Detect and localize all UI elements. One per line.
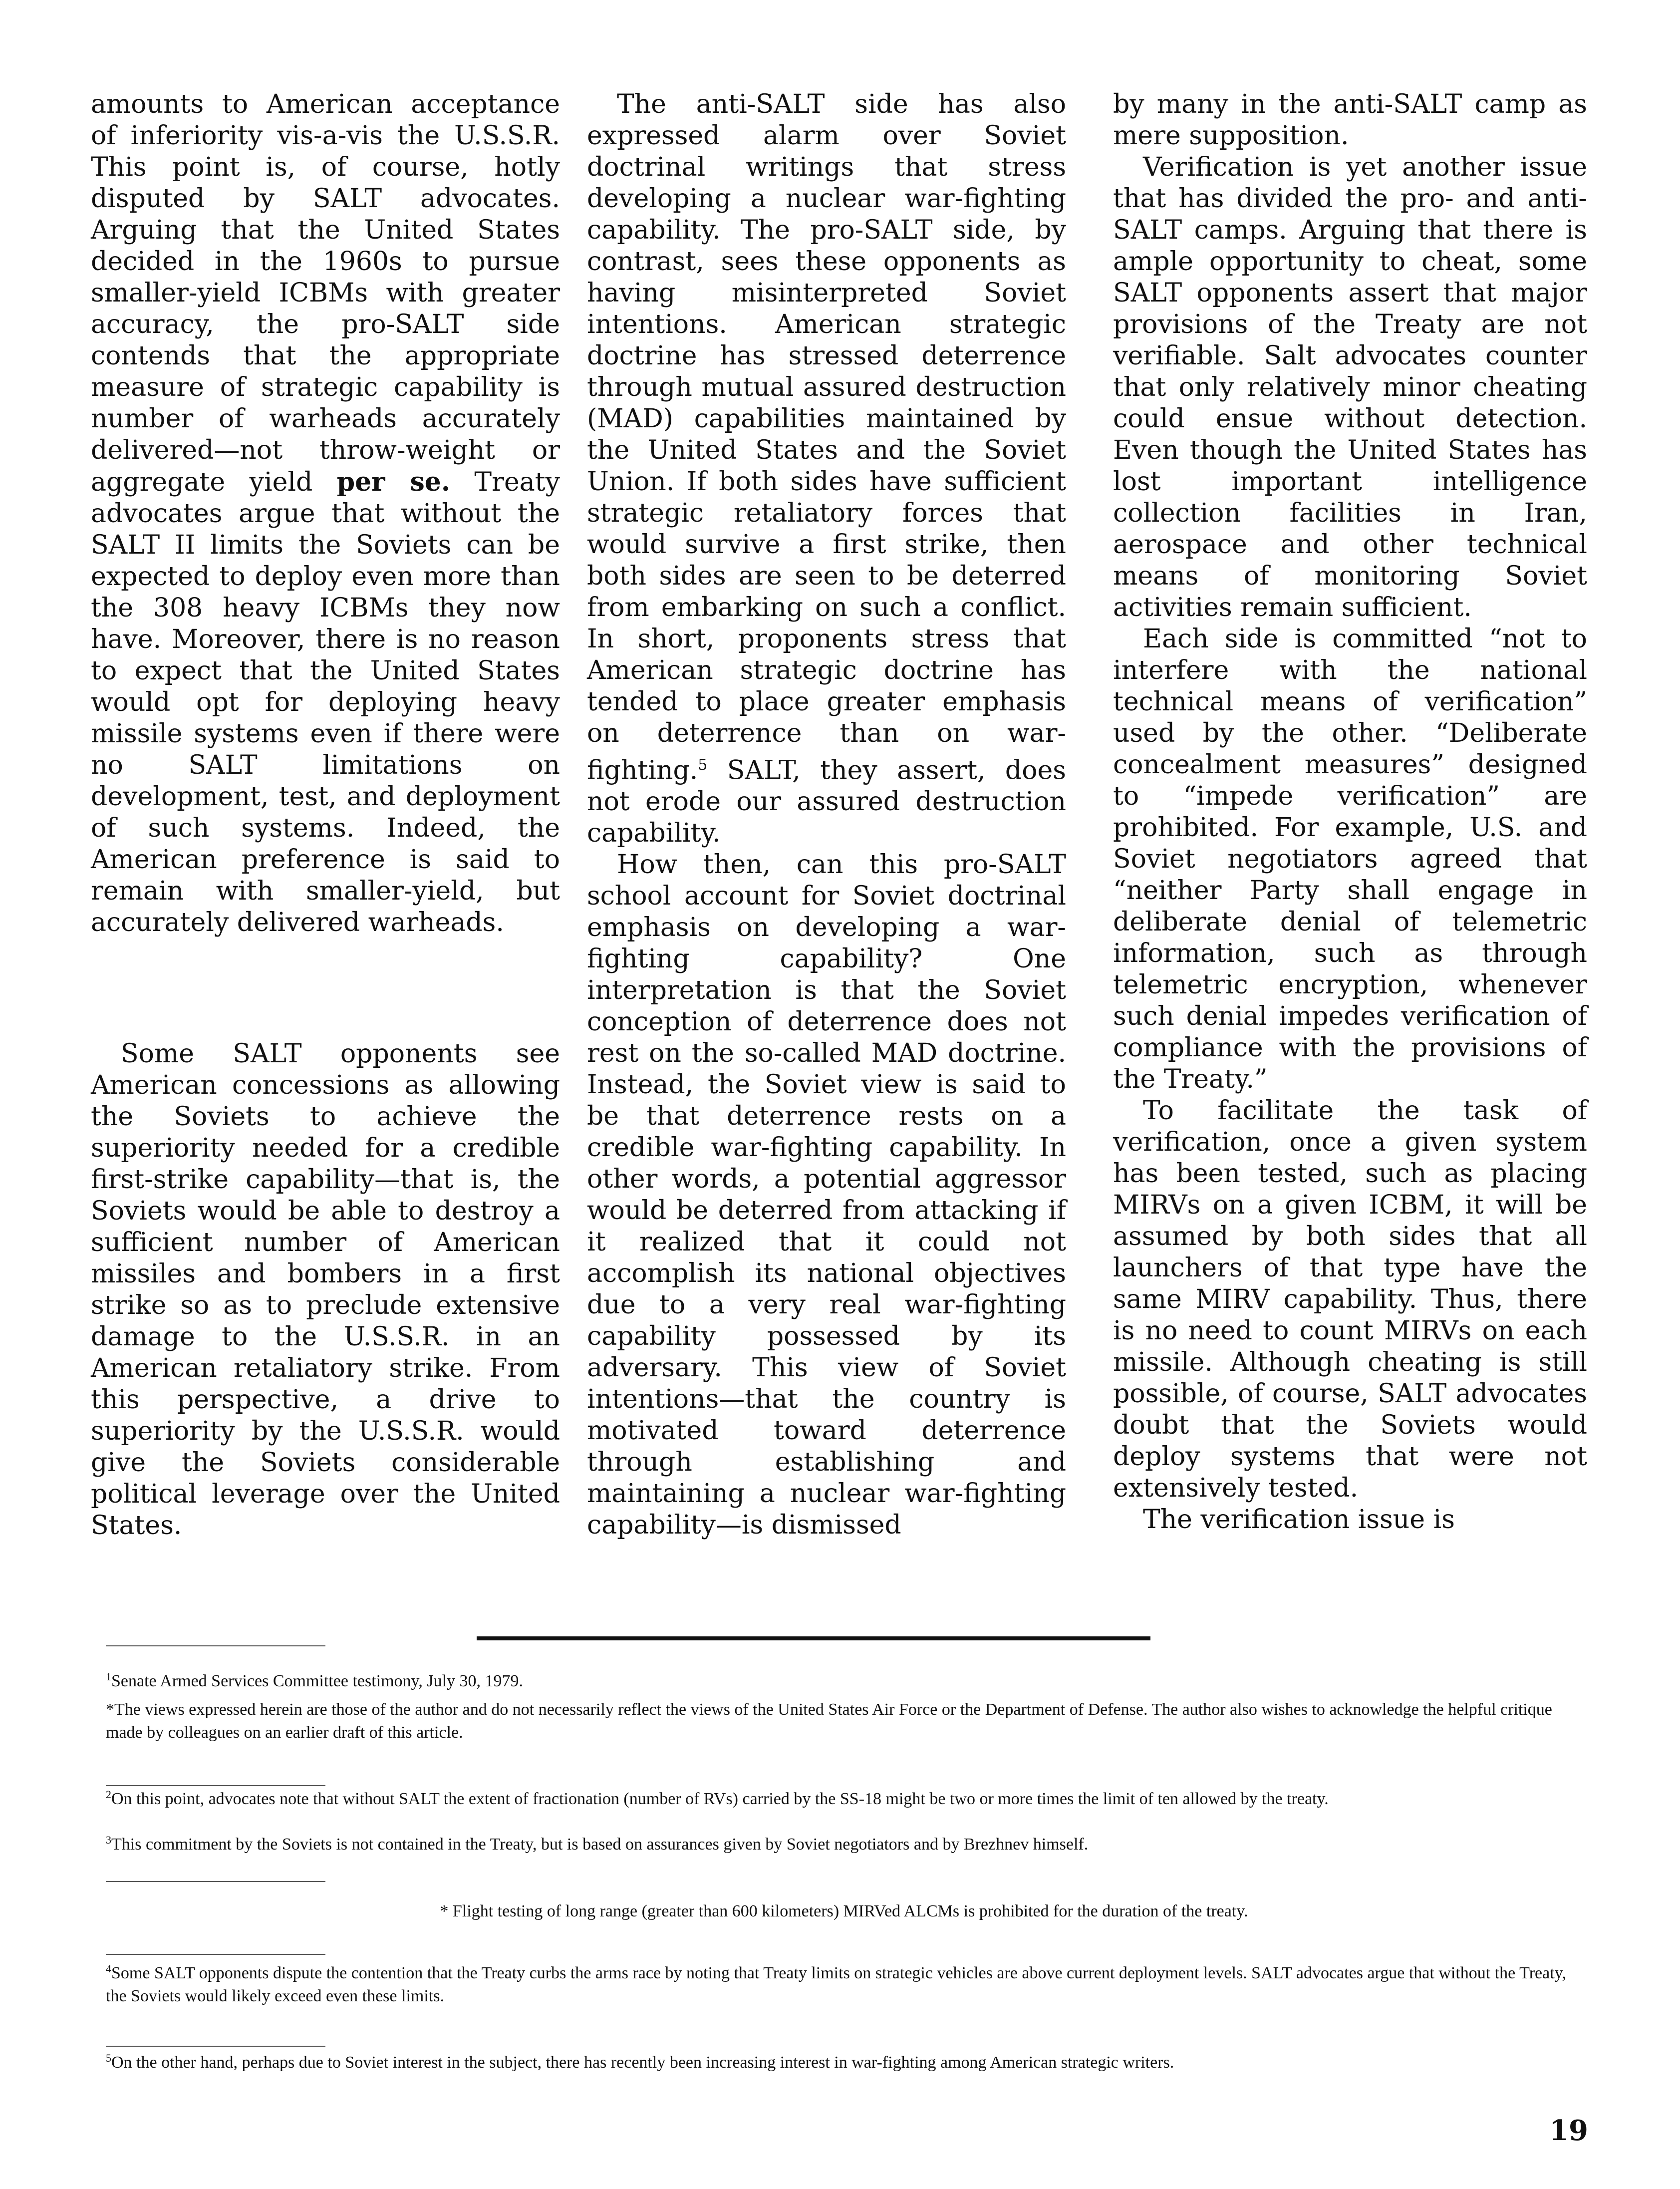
paragraph: The anti-SALT side has also expressed alarm over Soviet doctrinal writings that stress developing a nuclear war-fighting capability. The pro-SALT side, by contrast, sees these opponents as having misinterpreted Soviet intentions. American strategic doctrine has stressed deterrence through mutual assured destruction (MAD) capabilities maintained by the United States and the Soviet Union. If both sides have sufficient strategic retaliatory forces that would survive a first strike, then both sides are seen to be deterred from embarking on such a conflict. In short, proponents stress that American strategic doctrine has tended to place greater emphasis on deterrence than on war-fighting.$^5$ SALT, they assert, does not erode our assured destruction capability. [587, 89, 1066, 849]
emphasis-text: per se. [336, 467, 450, 497]
footnote-rule [106, 1785, 325, 1786]
footnote-2: $^2$On this point, advocates note that without SALT the extent of fractionation (number of RVs) carried by the SS-18 might be two or more times the limit of ten allowed by the treaty. [106, 1788, 1329, 1808]
footnote-author: *The views expressed herein are those of the author and do not necessarily reflect the views of the United States Air Force or the Department of Defense. The author also wishes to acknowledge the helpful critique made by colleagues on an earlier draft of this article. [106, 1700, 1552, 1742]
footnote-4: $^4$Some SALT opponents dispute the contention that the Treaty curbs the arms race by noting that Treaty limits on strategic vehicles are above current deployment levels. SALT advocates argue that without the Treaty, the Soviets would likely exceed even these limits. [106, 1962, 1566, 2005]
footnote-reference: 5 [698, 756, 708, 774]
footnote-rule [106, 1881, 325, 1882]
footnote-rule [106, 1645, 325, 1646]
paragraph: The verification issue is [1143, 1505, 1455, 1535]
footnote-rule [106, 2046, 325, 2047]
text-column-2 [587, 89, 1066, 1541]
text-column-3 [1113, 89, 1587, 1536]
footnote-alcm: * Flight testing of long range (greater than 600 kilometers) MIRVed ALCMs is prohibited for the duration of the treaty. [440, 1902, 1248, 1920]
text-column-1 [91, 89, 560, 1542]
paragraph: Some SALT opponents see American concessions as allowing the Soviets to achieve the superiority needed for a credible first-strike capability—that is, the Soviets would be able to destroy a sufficient number of American missiles and bombers in a first strike so as to preclude extensive damage to the U.S.S.R. in an American retaliatory strike. From this perspective, a drive to superiority by the U.S.S.R. would give the Soviets considerable political leverage over the United States. [91, 1039, 560, 1541]
footnote-rule [106, 1954, 325, 1955]
paragraph: by many in the anti-SALT camp as mere supposition. [1113, 89, 1587, 151]
footnote-5: $^5$On the other hand, perhaps due to Soviet interest in the subject, there has recently been increasing interest in war-fighting among American strategic writers. [106, 2052, 1174, 2072]
column-gap [91, 938, 560, 1038]
footnote-separator-rule [477, 1636, 1150, 1640]
page-number: 19 [1549, 2114, 1588, 2147]
paragraph: To facilitate the task of verification, once a given system has been tested, such as placing MIRVs on a given ICBM, it will be assumed by both sides that all launchers of that type have the same MIRV capability. Thus, there is no need to count MIRVs on each missile. Although cheating is still possible, of course, SALT advocates doubt that the Soviets would deploy systems that were not extensively tested. [1113, 1096, 1587, 1503]
paragraph: Verification is yet another issue that has divided the pro- and anti-SALT camps. Arguing that there is ample opportunity to cheat, some SALT opponents assert that major provisions of the Treaty are not verifiable. Salt advocates counter that only relatively minor cheating could ensue without detection. Even though the United States has lost important intelligence collection facilities in Iran, aerospace and other technical means of monitoring Soviet activities remain sufficient. [1113, 152, 1587, 623]
footnote-3: $^3$This commitment by the Soviets is not contained in the Treaty, but is based on assurances given by Soviet negotiators and by Brezhnev himself. [106, 1834, 1089, 1854]
paragraph: Each side is committed “not to interfere with the national technical means of verification” used by the other. “Deliberate concealment measures” designed to “impede verification” are prohibited. For example, U.S. and Soviet negotiators agreed that “neither Party shall engage in deliberate denial of telemetric information, such as through telemetric encryption, whenever such denial impedes verification of compliance with the provisions of the Treaty.” [1113, 624, 1587, 1094]
paragraph: amounts to American acceptance of inferiority vis-a-vis the U.S.S.R. This point is, of course, hotly disputed by SALT advocates. Arguing that the United States decided in the 1960s to pursue smaller-yield ICBMs with greater accuracy, the pro-SALT side contends that the appropriate measure of strategic capability is number of warheads accurately delivered—not throw-weight or aggregate yield per se. Treaty advocates argue that without the SALT II limits the Soviets can be expected to deploy even more than the 308 heavy ICBMs they now have. Moreover, there is no reason to expect that the United States would opt for deploying heavy missile systems even if there were no SALT limitations on development, test, and deployment of such systems. Indeed, the American preference is said to remain with smaller-yield, but accurately delivered warheads. [91, 89, 560, 938]
paragraph: How then, can this pro-SALT school account for Soviet doctrinal emphasis on developing a war-fighting capability? One interpretation is that the Soviet conception of deterrence does not rest on the so-called MAD doctrine. Instead, the Soviet view is said to be that deterrence rests on a credible war-fighting capability. In other words, a potential aggressor would be deterred from attacking if it realized that it could not accomplish its national objectives due to a very real war-fighting capability possessed by its adversary. This view of Soviet intentions—that the country is motivated toward deterrence through establishing and maintaining a nuclear war-fighting capability—is dismissed [587, 850, 1066, 1541]
footnote-1: $^1$Senate Armed Services Committee testimony, July 30, 1979. [106, 1670, 524, 1690]
